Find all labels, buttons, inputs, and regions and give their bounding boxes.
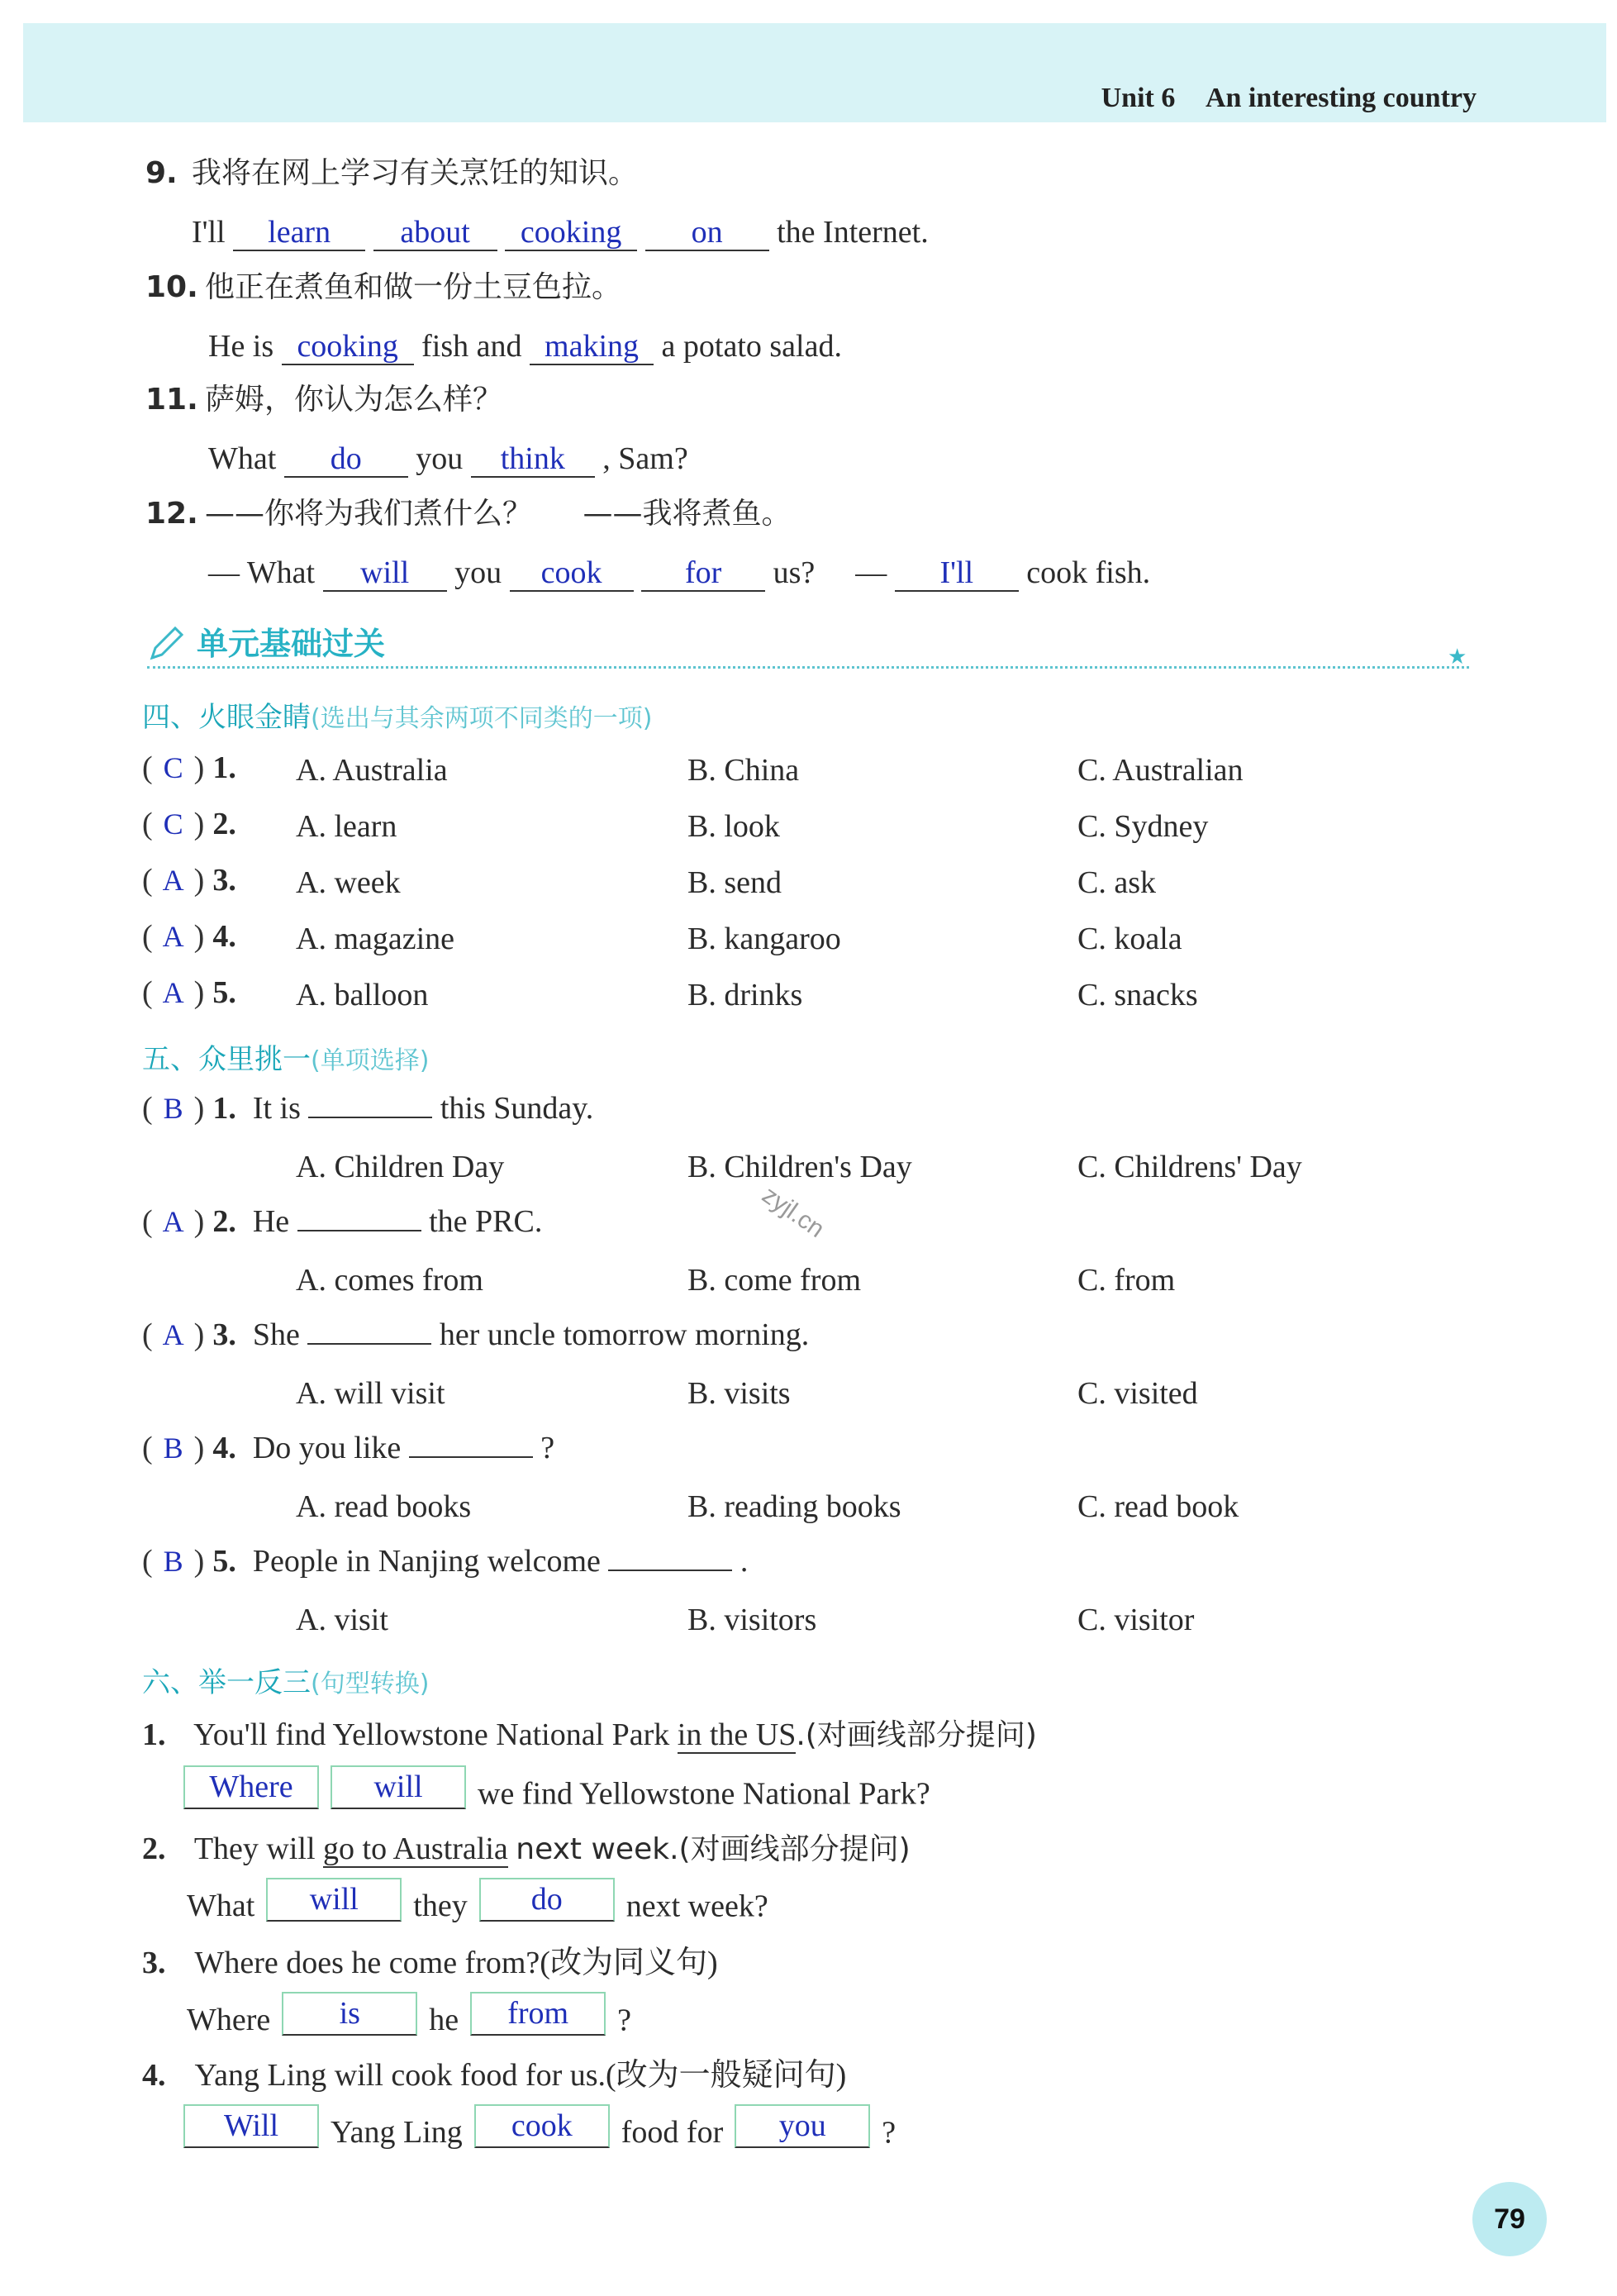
- answer-blank: do: [284, 443, 408, 478]
- option-c: C. Childrens' Day: [1077, 1150, 1302, 1184]
- answer-blank: on: [645, 217, 769, 251]
- option-a: A. magazine: [296, 922, 455, 956]
- page-header: [1101, 83, 1477, 114]
- option-a: A. Australia: [296, 753, 448, 788]
- answer-letter: C: [163, 807, 183, 841]
- answer-letter: B: [163, 1545, 183, 1578]
- option-b: B. China: [687, 753, 800, 788]
- option-c: C. Sydney: [1077, 809, 1209, 844]
- answer-blank: cooking: [505, 217, 637, 251]
- option-c: C. ask: [1077, 865, 1156, 900]
- option-b: B. look: [687, 809, 780, 844]
- answer-letter: A: [162, 976, 184, 1009]
- option-b: B. kangaroo: [687, 922, 841, 956]
- mc-question-row: ( B ) 4. Do you like ?: [142, 1431, 555, 1465]
- option-c: C. koala: [1077, 922, 1182, 956]
- mc-question-row: ( B ) 5. People in Nanjing welcome .: [142, 1544, 749, 1579]
- choice-row: ( A ) 3.: [142, 863, 236, 898]
- answer-box: do: [479, 1878, 615, 1922]
- answer-blank: cooking: [282, 331, 414, 365]
- translate-item-11-answer: What do you think , Sam?: [208, 441, 688, 476]
- section-divider: [147, 666, 1469, 669]
- answer-blank: for: [641, 557, 765, 592]
- page-number: 79: [1472, 2182, 1547, 2256]
- option-b: B. send: [687, 865, 782, 900]
- mc-question-row: ( A ) 3. She her uncle tomorrow morning.: [142, 1317, 810, 1352]
- option-b: B. Children's Day: [687, 1150, 912, 1184]
- rewrite-item-2-answer: What will they do next week?: [187, 1878, 768, 1922]
- answer-blank: learn: [233, 217, 365, 251]
- answer-box: Where: [183, 1765, 319, 1809]
- answer-blank: cook: [510, 557, 634, 592]
- unit-label: Unit 6: [1101, 83, 1176, 113]
- answer-blank: I'll: [895, 557, 1019, 592]
- option-c: C. visitor: [1077, 1603, 1195, 1637]
- rewrite-item-1-question: 1. You'll find Yellowstone National Park in the US.(对画线部分提问): [142, 1717, 1037, 1752]
- question-blank: [409, 1456, 533, 1458]
- option-c: C. visited: [1077, 1376, 1198, 1411]
- answer-box: cook: [474, 2104, 610, 2148]
- answer-letter: C: [163, 751, 183, 784]
- question-blank: [308, 1117, 432, 1118]
- option-a: A. week: [296, 865, 401, 900]
- star-icon: ★: [1448, 645, 1467, 669]
- answer-blank: about: [373, 217, 497, 251]
- choice-row: ( A ) 4.: [142, 919, 236, 954]
- answer-blank: making: [530, 331, 654, 365]
- unit-title: An interesting country: [1205, 83, 1477, 113]
- rewrite-item-3-answer: Where is he from ?: [187, 1992, 631, 2036]
- translate-item-9-cn: 9. 我将在网上学习有关烹饪的知识。: [145, 156, 639, 190]
- option-b: B. visits: [687, 1376, 791, 1411]
- translate-item-11-cn: 11. 萨姆，你认为怎么样？: [145, 383, 503, 417]
- option-b: B. reading books: [687, 1489, 901, 1524]
- answer-letter: A: [162, 1318, 184, 1351]
- answer-letter: B: [163, 1431, 183, 1465]
- option-b: B. come from: [687, 1263, 862, 1298]
- answer-letter: A: [162, 920, 184, 953]
- answer-box: will: [331, 1765, 466, 1809]
- choice-row: ( C ) 2.: [142, 807, 236, 841]
- translate-item-12-cn: 12. ——你将为我们煮什么？ ——我将煮鱼。: [145, 497, 792, 531]
- option-a: A. comes from: [296, 1263, 483, 1298]
- option-c: C. from: [1077, 1263, 1176, 1298]
- section-5-title: 五、众里挑一(单项选择): [142, 1043, 430, 1076]
- option-c: C. Australian: [1077, 753, 1244, 788]
- question-blank: [297, 1230, 421, 1231]
- rewrite-item-4-answer: Will Yang Ling cook food for you ?: [183, 2104, 896, 2148]
- option-a: A. Children Day: [296, 1150, 505, 1184]
- option-a: A. visit: [296, 1603, 388, 1637]
- rewrite-item-4-question: 4. Yang Ling will cook food for us.(改为一般疑问句): [142, 2058, 847, 2093]
- answer-letter: A: [162, 1205, 184, 1238]
- choice-row: ( A ) 5.: [142, 975, 236, 1010]
- translate-item-12-answer: — What will you cook for us? — I'll cook fish.: [208, 555, 1151, 590]
- question-blank: [307, 1343, 431, 1345]
- rewrite-item-3-question: 3. Where does he come from?(改为同义句): [142, 1946, 718, 1980]
- section-4-title: 四、火眼金睛(选出与其余两项不同类的一项): [142, 701, 653, 734]
- answer-box: you: [735, 2104, 870, 2148]
- option-c: C. read book: [1077, 1489, 1239, 1524]
- section-6-title: 六、举一反三(句型转换): [142, 1666, 430, 1699]
- answer-box: will: [266, 1878, 402, 1922]
- rewrite-item-1-answer: Where will we find Yellowstone National Park?: [183, 1765, 930, 1809]
- watermark: zyjl.cn: [757, 1181, 830, 1244]
- translate-item-10-cn: 10. 他正在煮鱼和做一份土豆色拉。: [145, 270, 622, 304]
- answer-letter: A: [162, 864, 184, 897]
- answer-blank: will: [323, 557, 447, 592]
- answer-letter: B: [163, 1092, 183, 1125]
- translate-item-9-answer: I'll learn about cooking on the Internet.: [192, 215, 929, 250]
- answer-box: is: [282, 1992, 417, 2036]
- pencil-icon: [145, 622, 188, 665]
- option-a: A. will visit: [296, 1376, 445, 1411]
- option-b: B. visitors: [687, 1603, 817, 1637]
- question-blank: [608, 1570, 732, 1571]
- option-c: C. snacks: [1077, 978, 1198, 1012]
- option-a: A. read books: [296, 1489, 472, 1524]
- option-a: A. balloon: [296, 978, 429, 1012]
- answer-blank: think: [471, 443, 595, 478]
- answer-box: from: [470, 1992, 606, 2036]
- choice-row: ( C ) 1.: [142, 750, 236, 785]
- option-b: B. drinks: [687, 978, 803, 1012]
- rewrite-item-2-question: 2. They will go to Australia next week.(对画线部分提问): [142, 1832, 911, 1866]
- mc-question-row: ( B ) 1. It is this Sunday.: [142, 1091, 594, 1126]
- translate-item-10-answer: He is cooking fish and making a potato salad.: [208, 329, 842, 364]
- unit-section-title: 单元基础过关: [197, 626, 386, 662]
- mc-question-row: ( A ) 2. He the PRC.: [142, 1204, 543, 1239]
- answer-box: Will: [183, 2104, 319, 2148]
- option-a: A. learn: [296, 809, 397, 844]
